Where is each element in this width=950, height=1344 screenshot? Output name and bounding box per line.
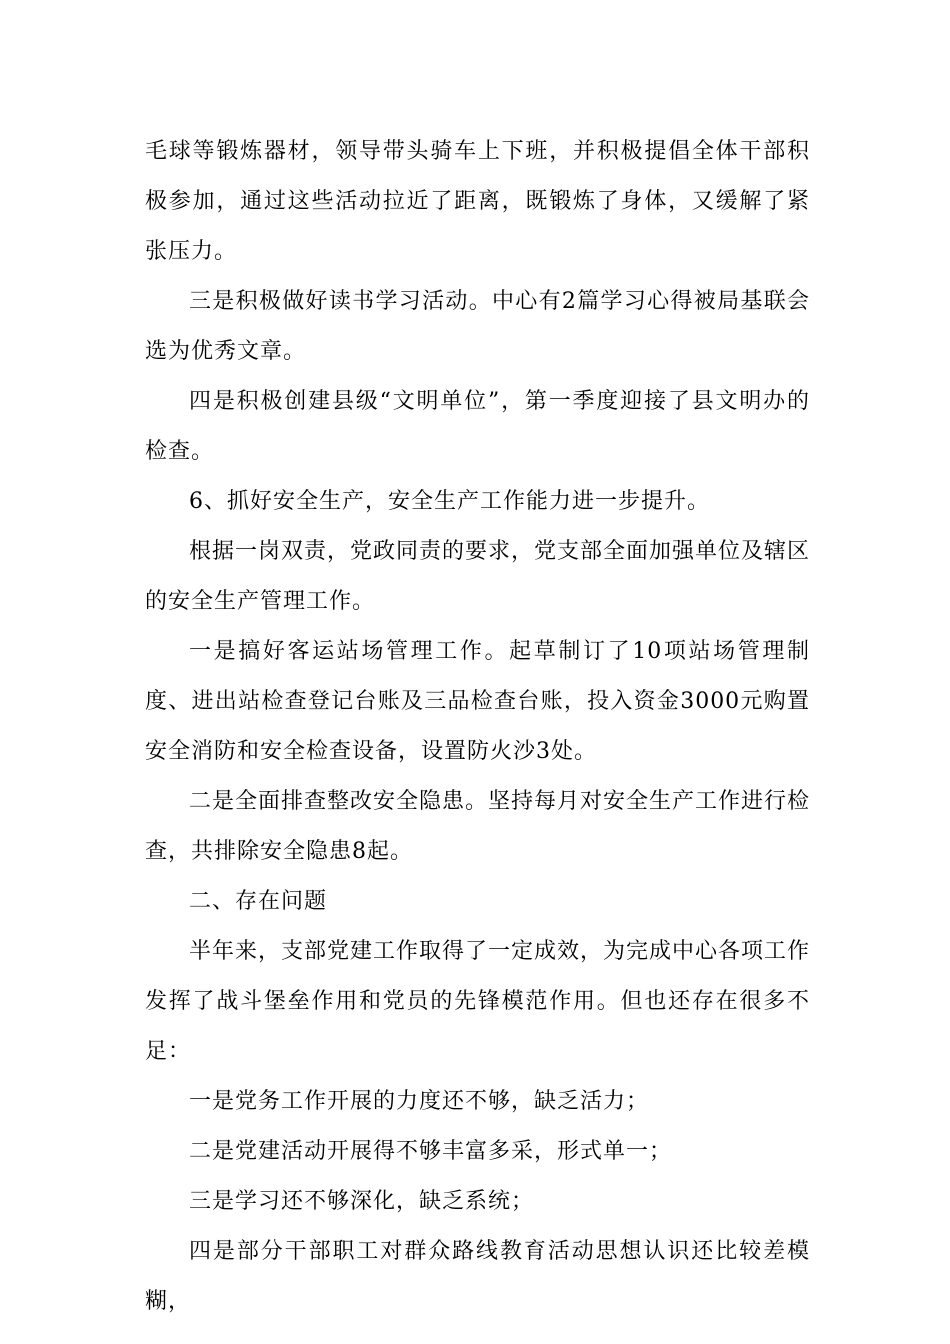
paragraph-7: 二是全面排查整改安全隐患。坚持每月对安全生产工作进行检查，共排除安全隐患8起。 (145, 789, 811, 864)
paragraph-6: 一是搞好客运站场管理工作。起草制订了10项站场管理制度、进出站检查登记台账及三品检查台账，投入资金3000元购置安全消防和安全检查设备，设置防火沙3处。 (145, 639, 810, 764)
problem-item-4: 四是部分干部职工对群众路线教育活动思想认识还比较差模糊， (145, 1239, 810, 1314)
section-heading-safety: 6、抓好安全生产，安全生产工作能力进一步提升。 (189, 489, 710, 514)
paragraph-1: 毛球等锻炼器材，领导带头骑车上下班，并积极提倡全体干部积极参加，通过这些活动拉近了距离，既锻炼了身体，又缓解了紧张压力。 (145, 139, 810, 264)
problem-item-2: 二是党建活动开展得不够丰富多采，形式单一； (189, 1139, 673, 1164)
paragraph-3: 四是积极创建县级“文明单位”，第一季度迎接了县文明办的检查。 (145, 389, 810, 464)
problem-item-3: 三是学习还不够深化，缺乏系统； (189, 1189, 535, 1214)
document-body (145, 127, 810, 1327)
paragraph-9: 半年来，支部党建工作取得了一定成效，为完成中心各项工作发挥了战斗堡垒作用和党员的先锋模范作用。但也还存在很多不足： (145, 939, 811, 1064)
problem-item-1: 一是党务工作开展的力度还不够，缺乏活力； (189, 1089, 650, 1114)
section-heading-problems: 二、存在问题 (189, 889, 328, 914)
paragraph-5: 根据一岗双责，党政同责的要求，党支部全面加强单位及辖区的安全生产管理工作。 (145, 539, 811, 614)
paragraph-2: 三是积极做好读书学习活动。中心有2篇学习心得被局基联会选为优秀文章。 (145, 289, 810, 364)
